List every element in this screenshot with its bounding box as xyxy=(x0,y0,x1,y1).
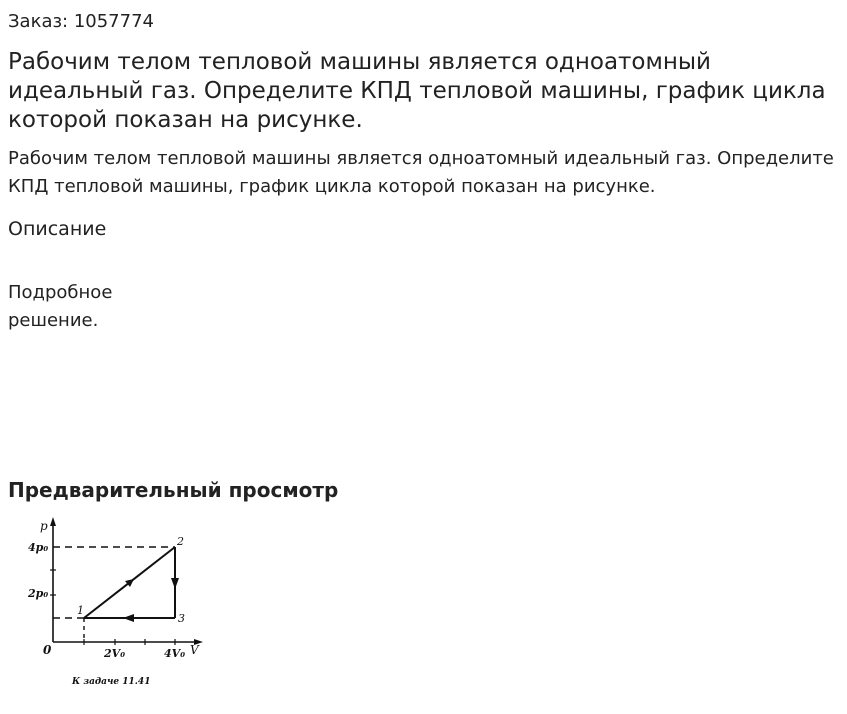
point-2-label: 2 xyxy=(177,535,184,548)
origin-label: 0 xyxy=(43,643,52,657)
y-axis-arrow xyxy=(50,517,56,526)
solution-text: Подробное решение. xyxy=(8,282,113,331)
point-3-label: 3 xyxy=(178,612,185,625)
point-1-label: 1 xyxy=(77,604,84,617)
y-tick-label-4p0: 4p₀ xyxy=(28,541,49,554)
cycle-figure xyxy=(22,514,212,689)
task-description: Рабочим телом тепловой машины является одноатомный идеальный газ. Определите КПД тепловой машины, график цикла которой показан на рисунке. xyxy=(8,148,834,197)
x-tick-label-4v0: 4V₀ xyxy=(164,647,186,660)
arrow-3-1 xyxy=(123,614,134,622)
y-axis-label: p xyxy=(40,519,48,533)
preview-heading: Предварительный просмотр xyxy=(8,478,339,502)
x-tick-label-2v0: 2V₀ xyxy=(104,647,126,660)
arrow-2-3 xyxy=(171,578,179,589)
y-tick-label-2p0: 2p₀ xyxy=(28,587,49,600)
figure-caption: К задаче 11.41 xyxy=(72,677,151,687)
task-title: Рабочим телом тепловой машины является одноатомный идеальный газ. Определите КПД тепловой машины, график цикла которой показан на рисунке. xyxy=(8,49,826,133)
order-number: Заказ: 1057774 xyxy=(8,11,154,32)
description-label: Описание xyxy=(8,218,107,240)
x-axis-label: V xyxy=(190,643,199,657)
